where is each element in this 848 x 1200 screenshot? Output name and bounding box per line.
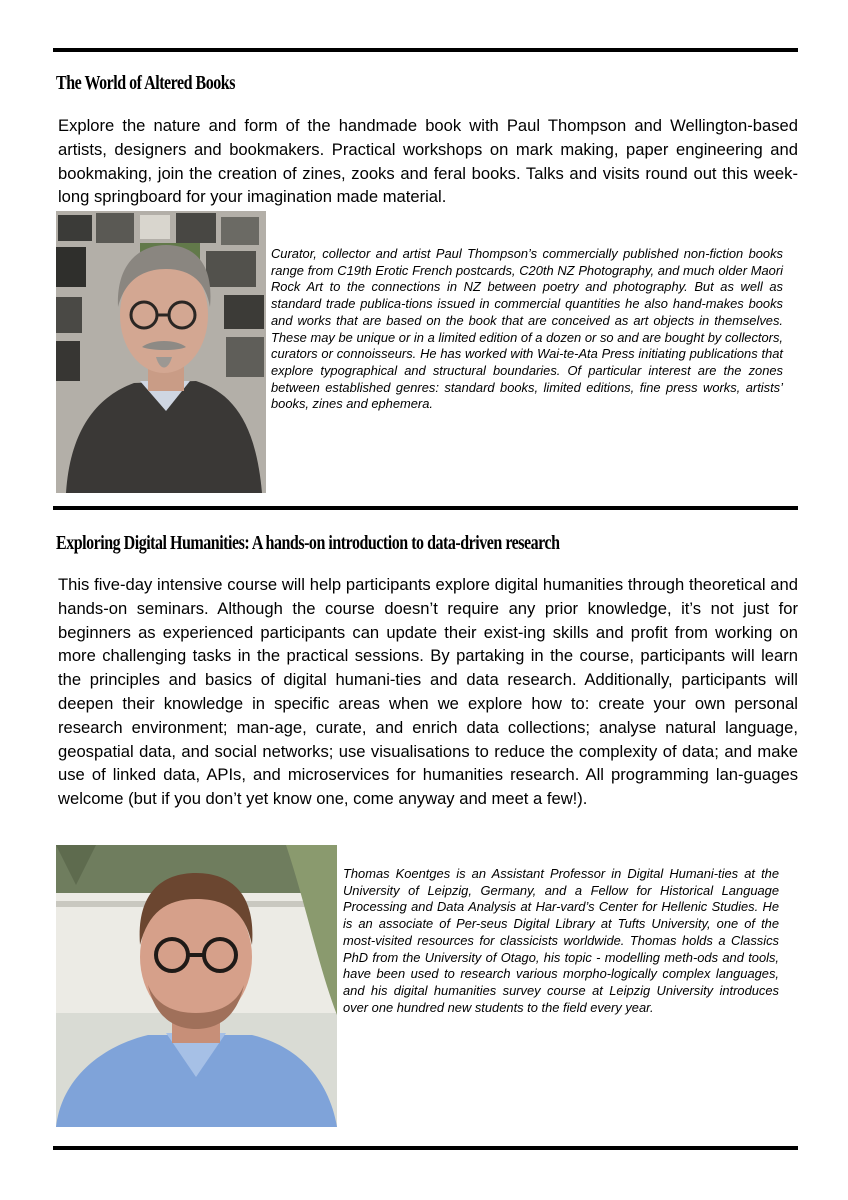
portrait-image: [56, 211, 266, 493]
thomas-koentges-bio: Thomas Koentges is an Assistant Professor in Digital Humani-ties at the University of Leipzig, Germany, and a Fellow for Historical Language Processing and Data Analysis at Har-vard’s Center for Hellenic Studies. He is an associate of Per-seus Digital Library at Tufts University, one of the most-visited resources for classicists worldwide. Thomas holds a Classics PhD from the University of Otago, his topic - modelling meth-ods and tools, have been used to research various morpho-logically complex languages, and his digital humanities survey course at Leipzig University introduces over one hundred new students to the field every year.: [343, 866, 779, 1015]
paul-thompson-bio: Curator, collector and artist Paul Thompson’s commercially published non-fiction books range from C19th Erotic French postcards, C20th NZ Photography, and much older Maori Rock Art to the connections in NZ between poetry and photography. But as well as standard trade publica-tions issued in commercial quantities he also hand-makes books and works that are based on the book that are conceived as art objects in themselves. These may be unique or in a limited edition of a dozen or so and are bought by collectors, curators or connoisseurs. He has worked with Wai-te-Ata Press initiating publications that explore typographical and structural boundaries. Of particular interest are the zones between established genres: standard books, limited editions, fine press works, artists’ books, zines and ephemera.: [271, 246, 783, 412]
thomas-koentges-photo: [56, 845, 337, 1127]
section-title-altered-books: The World of Altered Books: [56, 72, 235, 94]
portrait-image: [56, 845, 337, 1127]
middle-divider: [53, 506, 798, 510]
paul-thompson-photo: [56, 211, 266, 493]
section-intro-altered-books: Explore the nature and form of the handmade book with Paul Thompson and Wellington-based artists, designers and bookmakers. Practical workshops on mark making, paper engineering and bookmaking, join the creation of zines, zooks and feral books. Talks and visits round out this week-long springboard for your imagination made material.: [58, 116, 798, 207]
bottom-divider: [53, 1146, 798, 1150]
top-divider: [53, 48, 798, 52]
section-intro-digital-humanities: This five-day intensive course will help participants explore digital humanities through theoretical and hands-on seminars. Although the course doesn’t require any prior knowledge, it’s not just for beginners as experienced participants can update their exist-ing skills and profit from working on more challenging tasks in the practical sessions. By partaking in the course, participants will learn the principles and basics of digital humani-ties and data research. Additionally, participants will deepen their knowledge in specific areas when we explore how to: create your own personal research environment; man-age, curate, and enrich data collections; analyse natural language, geospatial data, and social networks; use visualisations to reduce the complexity of data; and make use of linked data, APIs, and microservices for humanities research. All programming lan-guages welcome (but if you don’t yet know one, come anyway and meet a few!).: [58, 575, 798, 809]
section-title-digital-humanities: Exploring Digital Humanities: A hands-on introduction to data-driven research: [56, 532, 560, 554]
